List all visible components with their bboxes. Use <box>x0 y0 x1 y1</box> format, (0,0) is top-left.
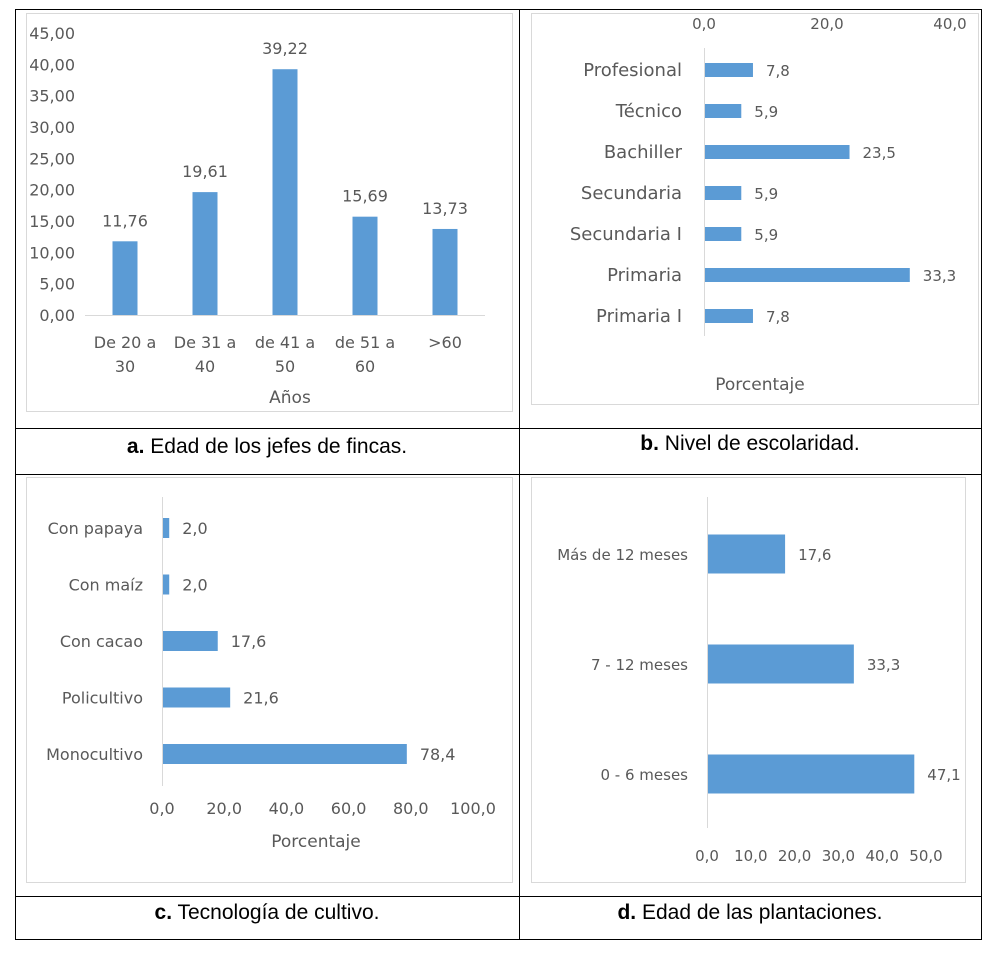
chart-c-category-label: Policultivo <box>61 688 143 708</box>
caption-a <box>127 435 407 458</box>
chart-d-x-tick-label: 30,0 <box>821 847 856 865</box>
chart-d-x-tick-label: 0,0 <box>695 847 719 865</box>
chart-c-value-label: 2,0 <box>182 575 208 595</box>
caption-c-letter: c. <box>154 901 173 924</box>
chart-b-bar <box>705 186 741 200</box>
chart-c-bar <box>163 688 230 708</box>
chart-b-x-tick-label: 40,0 <box>933 15 967 33</box>
chart-b-category-label: Técnico <box>615 101 682 122</box>
chart-b-value-label: 7,8 <box>765 62 790 80</box>
chart-d-value-label: 17,6 <box>798 546 832 564</box>
chart-c-x-tick-label: 60,0 <box>330 799 367 818</box>
chart-a-y-tick-label: 40,00 <box>29 55 75 75</box>
chart-a-category-label: de 41 a <box>254 333 316 352</box>
caption-d-letter: d. <box>617 901 637 924</box>
chart-a-category-label: de 51 a <box>334 333 396 352</box>
chart-b <box>570 15 967 395</box>
chart-b-bar <box>705 227 741 241</box>
chart-a-value-label: 39,22 <box>262 39 308 59</box>
chart-c-x-tick-label: 40,0 <box>268 799 305 818</box>
chart-b-category-label: Profesional <box>583 60 682 81</box>
chart-d-bar <box>708 645 854 684</box>
chart-d-category-labels <box>557 546 688 784</box>
chart-b-x-ticks <box>692 15 967 33</box>
chart-b-value-label: 33,3 <box>922 267 957 285</box>
chart-c-category-label: Con maíz <box>68 575 143 595</box>
chart-b-value-label: 7,8 <box>765 308 790 326</box>
chart-b-value-label: 5,9 <box>754 103 779 121</box>
chart-c-x-axis-title: Porcentaje <box>271 832 361 852</box>
caption-b <box>640 432 859 455</box>
chart-c-value-label: 78,4 <box>419 745 456 764</box>
caption-b-letter: b. <box>640 432 659 455</box>
chart-a-value-label: 19,61 <box>182 162 228 182</box>
chart-a-category-label: 60 <box>354 357 376 376</box>
chart-b-category-label: Secundaria <box>580 183 682 204</box>
chart-b-category-label: Bachiller <box>603 142 682 163</box>
caption-d-text: Edad de las plantaciones. <box>636 901 883 924</box>
caption-c-text: Tecnología de cultivo. <box>172 901 380 924</box>
chart-b-bar <box>705 309 753 323</box>
chart-b-category-label: Secundaria I <box>569 224 682 245</box>
caption-b-text: Nivel de escolaridad. <box>658 432 860 455</box>
chart-d-bar <box>708 755 914 794</box>
chart-b-value-label: 5,9 <box>754 185 779 203</box>
chart-a-category-label: >60 <box>428 333 462 352</box>
chart-a-bar <box>113 241 138 315</box>
chart-d-category-label: 7 - 12 meses <box>590 656 688 674</box>
chart-b-category-labels <box>570 60 683 327</box>
chart-b-bar <box>705 268 910 282</box>
chart-c-value-labels <box>182 519 455 764</box>
chart-b-x-tick-label: 20,0 <box>810 15 844 33</box>
chart-d-x-tick-label: 20,0 <box>777 847 812 865</box>
chart-a-x-axis-title: Años <box>269 388 311 408</box>
chart-a <box>29 24 485 408</box>
chart-c-bar <box>163 575 169 595</box>
chart-d-x-ticks <box>695 847 943 865</box>
chart-c-frame <box>27 478 513 883</box>
caption-d <box>617 901 882 924</box>
chart-b-x-axis-title: Porcentaje <box>715 375 805 395</box>
caption-a-text: Edad de los jefes de fincas. <box>144 435 408 458</box>
chart-a-bars <box>113 69 458 315</box>
chart-a-bar <box>273 69 298 315</box>
chart-c-bar <box>163 518 169 538</box>
chart-a-y-tick-label: 10,00 <box>29 243 75 263</box>
chart-a-value-label: 15,69 <box>342 186 388 206</box>
chart-a-bar <box>433 229 458 315</box>
caption-a-letter: a. <box>126 435 145 458</box>
chart-a-category-label: De 31 a <box>173 333 237 352</box>
chart-c-bars <box>163 518 407 764</box>
chart-b-value-labels <box>754 62 956 326</box>
chart-a-value-label: 13,73 <box>422 198 468 218</box>
chart-c <box>46 497 496 852</box>
chart-b-bars <box>705 63 910 323</box>
chart-a-y-tick-label: 20,00 <box>29 180 75 200</box>
chart-a-y-tick-label: 0,00 <box>39 306 75 325</box>
chart-b-bar <box>705 145 850 159</box>
chart-d-x-tick-label: 50,0 <box>909 847 943 865</box>
chart-d-value-label: 47,1 <box>927 766 961 784</box>
chart-a-bar <box>353 217 378 315</box>
chart-c-bar <box>163 744 407 764</box>
chart-a-category-label: 50 <box>274 357 296 376</box>
chart-a-category-label: 40 <box>194 357 216 376</box>
chart-b-x-tick-label: 0,0 <box>692 15 716 33</box>
chart-b-bar <box>705 104 741 118</box>
chart-c-category-label: Con cacao <box>59 632 143 651</box>
chart-d-category-label: 0 - 6 meses <box>600 766 688 784</box>
chart-d-bar <box>708 535 785 574</box>
chart-d <box>557 497 961 865</box>
chart-c-category-label: Monocultivo <box>46 745 143 764</box>
chart-c-category-label: Con papaya <box>47 519 143 538</box>
chart-a-category-labels <box>94 333 462 376</box>
chart-a-category-label: De 20 a <box>93 333 157 352</box>
chart-a-y-tick-label: 15,00 <box>29 212 75 231</box>
chart-b-category-label: Primaria <box>607 265 682 286</box>
chart-b-value-label: 5,9 <box>754 226 779 244</box>
chart-c-value-label: 2,0 <box>182 519 208 538</box>
chart-c-category-labels <box>46 519 143 764</box>
chart-c-bar <box>163 631 218 651</box>
chart-a-y-ticks <box>29 24 75 325</box>
chart-a-y-tick-label: 25,00 <box>29 149 75 169</box>
chart-a-value-label: 11,76 <box>102 211 148 231</box>
chart-c-x-tick-label: 0,0 <box>149 799 175 818</box>
chart-c-x-tick-label: 80,0 <box>392 799 429 818</box>
chart-a-y-tick-label: 5,00 <box>39 274 75 294</box>
caption-c <box>155 901 380 924</box>
chart-c-value-label: 21,6 <box>243 688 279 708</box>
chart-b-category-label: Primaria I <box>596 306 682 327</box>
chart-c-x-ticks <box>149 799 496 818</box>
chart-d-x-tick-label: 10,0 <box>734 847 768 865</box>
chart-d-category-label: Más de 12 meses <box>557 546 688 564</box>
chart-b-value-label: 23,5 <box>862 144 896 162</box>
chart-b-bar <box>705 63 753 77</box>
chart-a-y-tick-label: 45,00 <box>29 24 75 43</box>
chart-c-value-label: 17,6 <box>230 632 267 651</box>
chart-c-x-tick-label: 100,0 <box>450 799 496 818</box>
chart-d-x-tick-label: 40,0 <box>865 847 899 865</box>
chart-a-y-tick-label: 30,00 <box>29 118 75 137</box>
chart-a-y-tick-label: 35,00 <box>29 86 75 106</box>
chart-d-value-label: 33,3 <box>866 656 901 674</box>
chart-a-category-label: 30 <box>114 357 136 376</box>
chart-c-x-tick-label: 20,0 <box>206 799 243 818</box>
chart-a-bar <box>193 192 218 315</box>
